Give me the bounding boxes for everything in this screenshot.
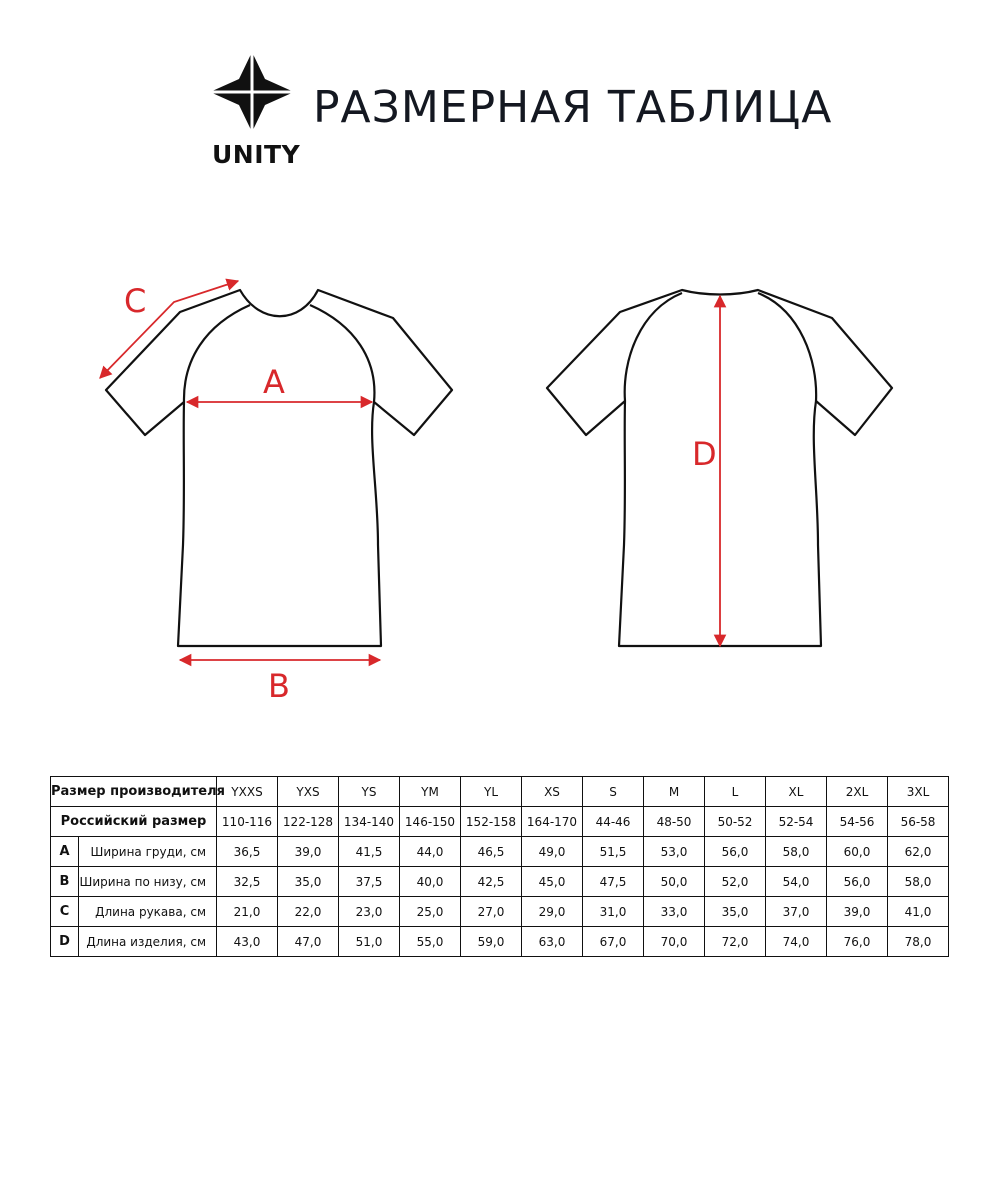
manufacturer-size-row [51, 777, 949, 807]
measurement-value-cell: 37,5 [339, 867, 400, 897]
russian-size-cell: 152-158 [461, 807, 522, 837]
russian-size-cell: 164-170 [522, 807, 583, 837]
manufacturer-size-cell: 2XL [827, 777, 888, 807]
measurement-value-cell: 50,0 [644, 867, 705, 897]
measurement-value-cell: 74,0 [766, 927, 827, 957]
measurement-value-cell: 53,0 [644, 837, 705, 867]
measurement-value-cell: 32,5 [217, 867, 278, 897]
row-letter: C [51, 897, 79, 927]
label-a: A [263, 363, 285, 401]
measurement-value-cell: 21,0 [217, 897, 278, 927]
measurement-value-cell: 58,0 [888, 867, 949, 897]
measurement-value-cell: 35,0 [705, 897, 766, 927]
brand-name: UNITY [212, 140, 301, 169]
manufacturer-size-header: Размер производителя [51, 777, 217, 807]
row-letter: D [51, 927, 79, 957]
measurement-value-cell: 49,0 [522, 837, 583, 867]
measurement-value-cell: 76,0 [827, 927, 888, 957]
measurement-value-cell: 22,0 [278, 897, 339, 927]
measurement-row-d [51, 927, 949, 957]
measurement-value-cell: 78,0 [888, 927, 949, 957]
measurement-value-cell: 58,0 [766, 837, 827, 867]
measurement-value-cell: 40,0 [400, 867, 461, 897]
russian-size-cell: 146-150 [400, 807, 461, 837]
row-label: Длина рукава, см [79, 897, 217, 927]
page-title: РАЗМЕРНАЯ ТАБЛИЦА [313, 82, 833, 133]
russian-size-header: Российский размер [51, 807, 217, 837]
measurement-value-cell: 44,0 [400, 837, 461, 867]
manufacturer-size-cell: S [583, 777, 644, 807]
measurement-value-cell: 35,0 [278, 867, 339, 897]
row-label: Ширина груди, см [79, 837, 217, 867]
measurement-value-cell: 56,0 [705, 837, 766, 867]
measurement-value-cell: 54,0 [766, 867, 827, 897]
measurement-value-cell: 33,0 [644, 897, 705, 927]
russian-size-row [51, 807, 949, 837]
measurement-value-cell: 31,0 [583, 897, 644, 927]
measurement-value-cell: 63,0 [522, 927, 583, 957]
row-letter: B [51, 867, 79, 897]
manufacturer-size-cell: YM [400, 777, 461, 807]
measurement-row-c [51, 897, 949, 927]
russian-size-cell: 56-58 [888, 807, 949, 837]
measurement-value-cell: 47,5 [583, 867, 644, 897]
measurement-value-cell: 70,0 [644, 927, 705, 957]
measurement-value-cell: 46,5 [461, 837, 522, 867]
measurement-value-cell: 36,5 [217, 837, 278, 867]
russian-size-cell: 54-56 [827, 807, 888, 837]
measurement-value-cell: 27,0 [461, 897, 522, 927]
row-label: Длина изделия, см [79, 927, 217, 957]
label-c: C [124, 282, 147, 320]
measurement-value-cell: 29,0 [522, 897, 583, 927]
manufacturer-size-cell: YXS [278, 777, 339, 807]
front-tshirt [106, 290, 452, 646]
label-b: B [268, 667, 290, 705]
russian-size-cell: 48-50 [644, 807, 705, 837]
russian-size-cell: 44-46 [583, 807, 644, 837]
measurement-row-b [51, 867, 949, 897]
row-letter: A [51, 837, 79, 867]
measurement-value-cell: 45,0 [522, 867, 583, 897]
russian-size-cell: 52-54 [766, 807, 827, 837]
measurement-value-cell: 37,0 [766, 897, 827, 927]
manufacturer-size-cell: XS [522, 777, 583, 807]
measurement-value-cell: 55,0 [400, 927, 461, 957]
russian-size-cell: 50-52 [705, 807, 766, 837]
row-label: Ширина по низу, см [79, 867, 217, 897]
russian-size-cell: 122-128 [278, 807, 339, 837]
manufacturer-size-cell: YL [461, 777, 522, 807]
manufacturer-size-cell: YS [339, 777, 400, 807]
measurement-value-cell: 25,0 [400, 897, 461, 927]
russian-size-cell: 110-116 [217, 807, 278, 837]
measurement-value-cell: 39,0 [278, 837, 339, 867]
measurement-value-cell: 72,0 [705, 927, 766, 957]
manufacturer-size-cell: M [644, 777, 705, 807]
measurement-value-cell: 52,0 [705, 867, 766, 897]
size-table [50, 776, 949, 957]
measurement-value-cell: 51,5 [583, 837, 644, 867]
measurement-value-cell: 56,0 [827, 867, 888, 897]
measurement-value-cell: 51,0 [339, 927, 400, 957]
label-d: D [692, 435, 717, 473]
russian-size-cell: 134-140 [339, 807, 400, 837]
measurement-value-cell: 67,0 [583, 927, 644, 957]
manufacturer-size-cell: XL [766, 777, 827, 807]
measurement-value-cell: 39,0 [827, 897, 888, 927]
manufacturer-size-cell: L [705, 777, 766, 807]
measurement-value-cell: 59,0 [461, 927, 522, 957]
measurement-value-cell: 42,5 [461, 867, 522, 897]
measurement-value-cell: 43,0 [217, 927, 278, 957]
sleeve-length-line [100, 281, 238, 378]
measurement-row-a [51, 837, 949, 867]
measurement-value-cell: 41,0 [888, 897, 949, 927]
measurement-value-cell: 41,5 [339, 837, 400, 867]
manufacturer-size-cell: 3XL [888, 777, 949, 807]
measurement-value-cell: 47,0 [278, 927, 339, 957]
manufacturer-size-cell: YXXS [217, 777, 278, 807]
measurement-value-cell: 60,0 [827, 837, 888, 867]
measurement-value-cell: 62,0 [888, 837, 949, 867]
measurement-value-cell: 23,0 [339, 897, 400, 927]
